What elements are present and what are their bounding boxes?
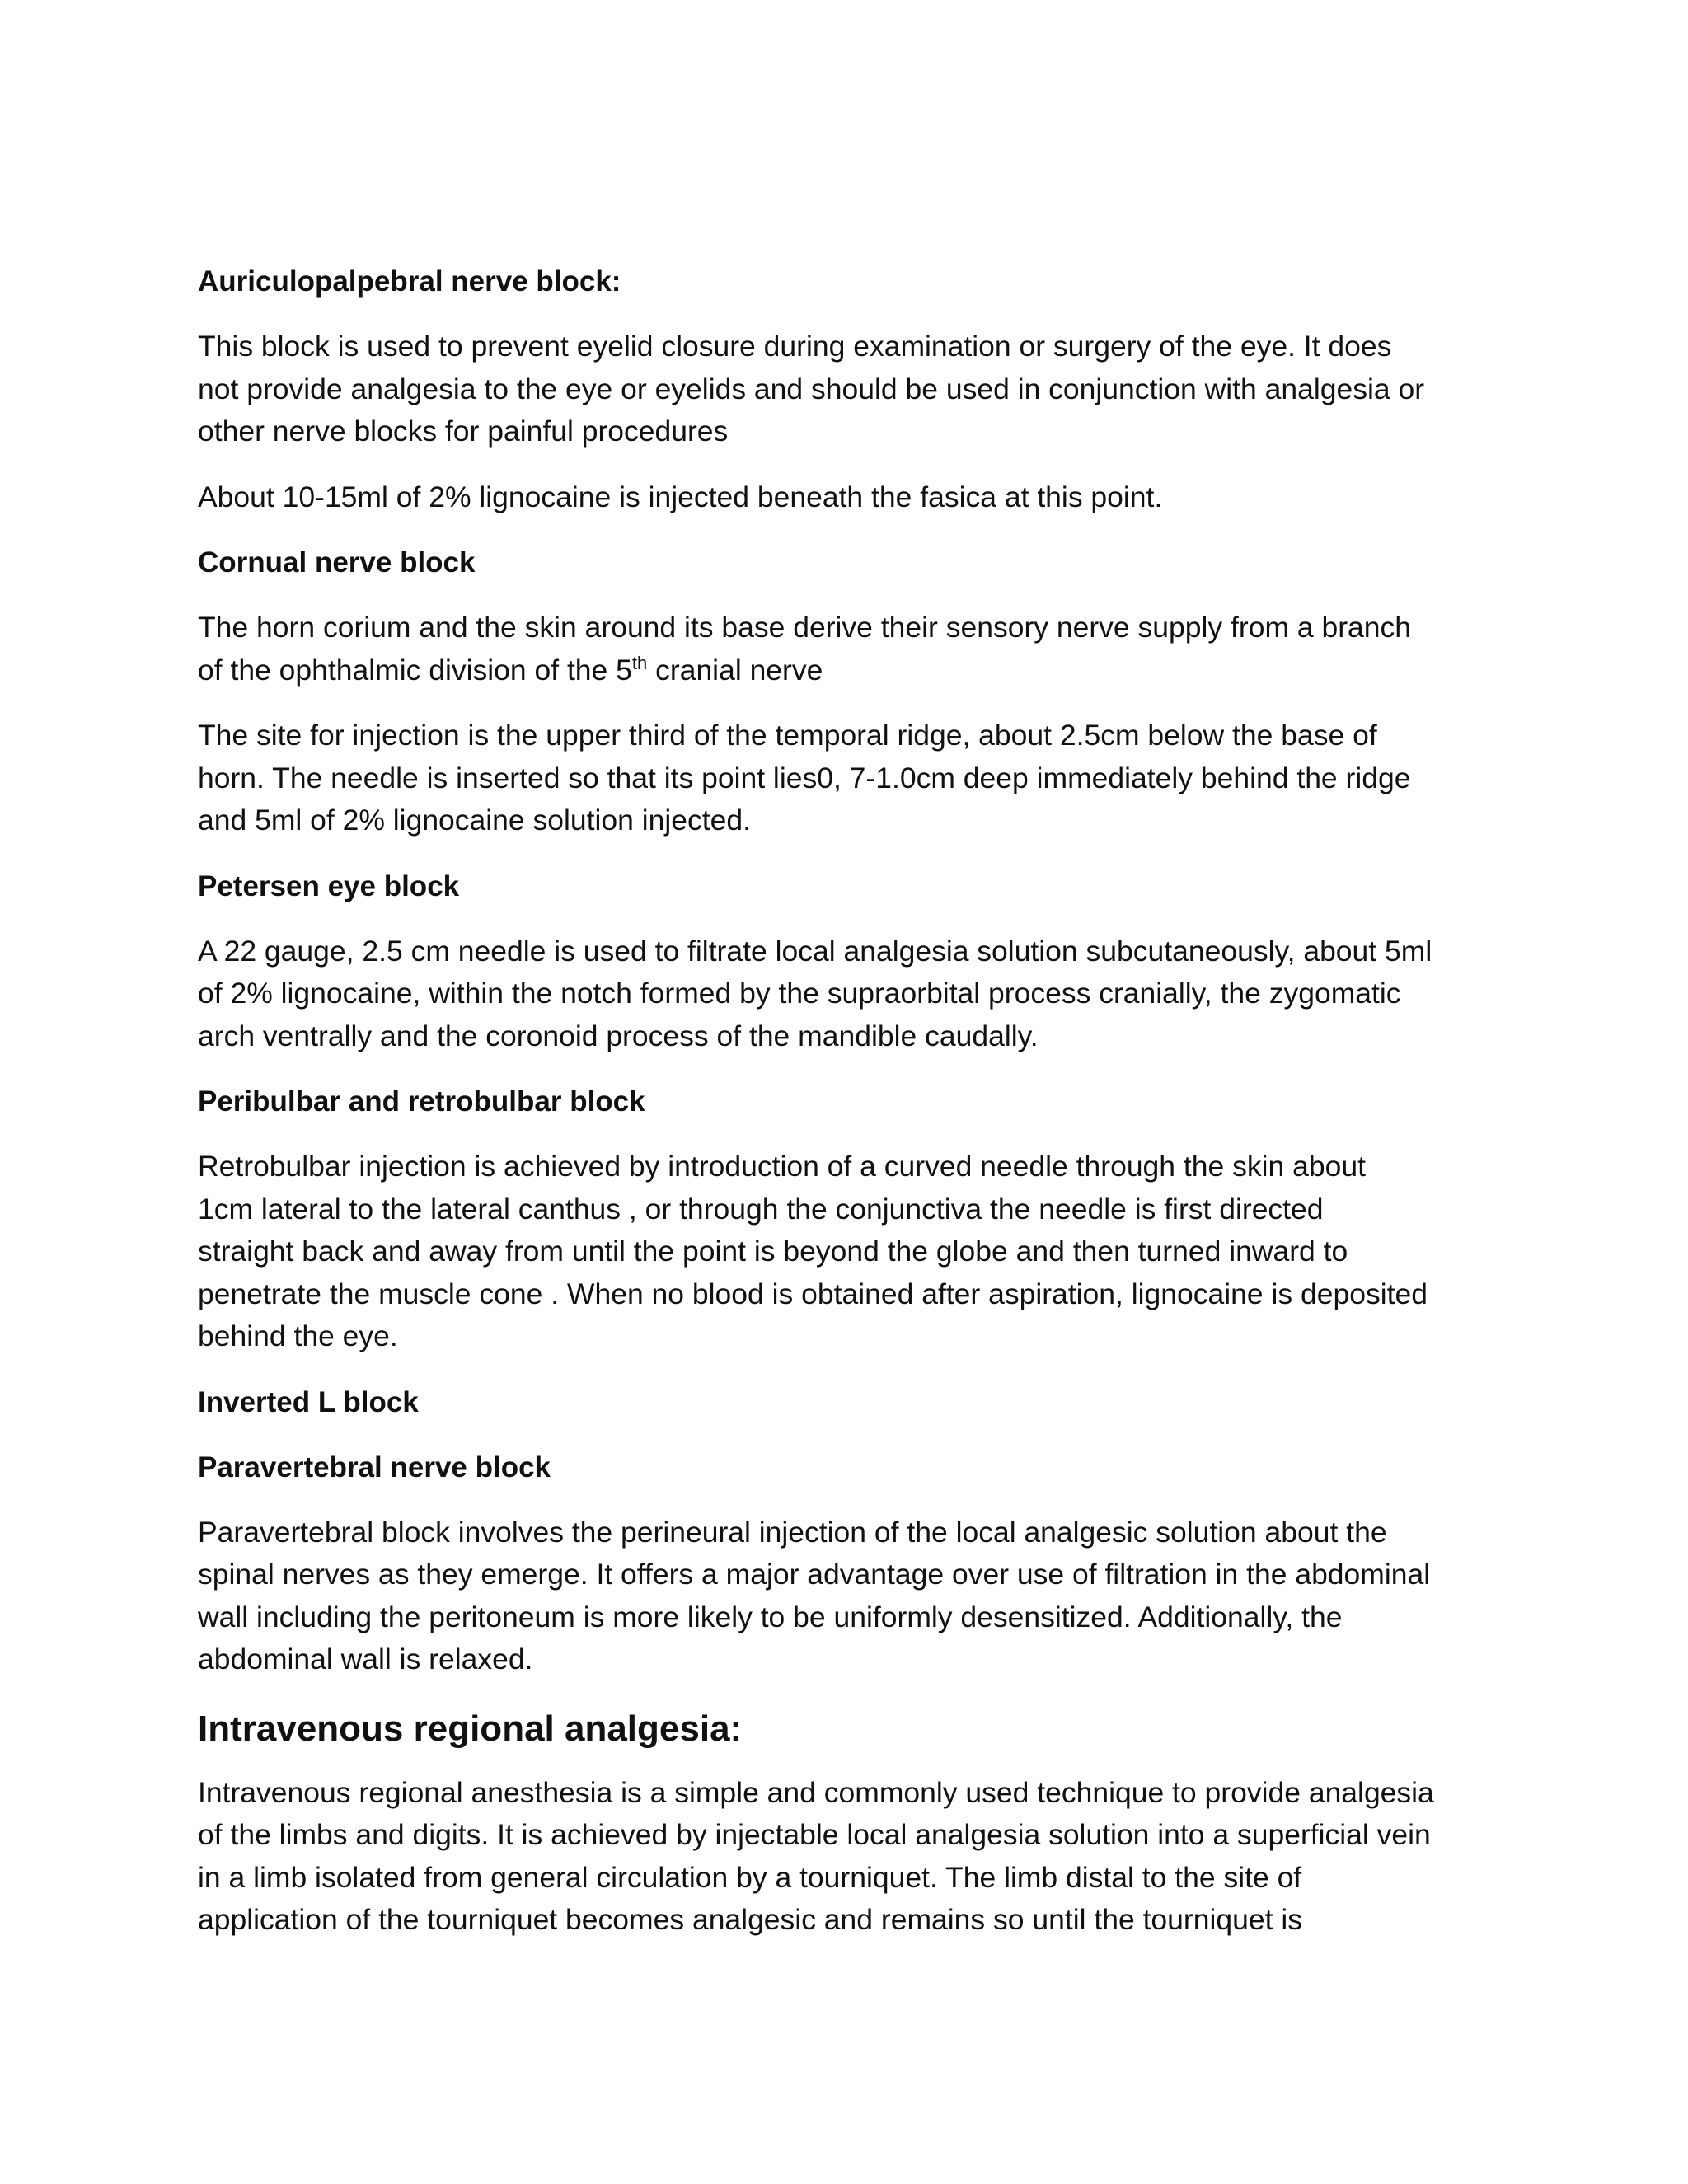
text-fragment: of the ophthalmic division of the 5 <box>198 653 632 687</box>
paragraph-paravertebral <box>198 1511 1484 1681</box>
text-line: A 22 gauge, 2.5 cm needle is used to filtrate local analgesia solution subcutaneously, about 5ml <box>198 934 1432 968</box>
paragraph-auriculopalpebral-purpose <box>198 326 1484 453</box>
text-line: The horn corium and the skin around its base derive their sensory nerve supply from a branch <box>198 611 1412 644</box>
text-line: in a limb isolated from general circulation by a tourniquet. The limb distal to the site of <box>198 1860 1302 1894</box>
section-heading-peribulbar: Peribulbar and retrobulbar block <box>198 1085 645 1118</box>
text-line: penetrate the muscle cone . When no blood is obtained after aspiration, lignocaine is deposited <box>198 1277 1428 1310</box>
text-line: not provide analgesia to the eye or eyelids and should be used in conjunction with analgesia or <box>198 372 1425 405</box>
text-line: 1cm lateral to the lateral canthus , or through the conjunctiva the needle is first directed <box>198 1192 1324 1226</box>
section-heading-inverted-l: Inverted L block <box>198 1385 419 1418</box>
text-line: Intravenous regional anesthesia is a simple and commonly used technique to provide analgesia <box>198 1775 1434 1809</box>
text-line: of 2% lignocaine, within the notch formed by the supraorbital process cranially, the zygomatic <box>198 977 1401 1010</box>
text-line: abdominal wall is relaxed. <box>198 1643 533 1675</box>
document-page <box>198 260 1484 1965</box>
text-line: of the limbs and digits. It is achieved by injectable local analgesia solution into a superficial vein <box>198 1818 1431 1851</box>
section-heading-intravenous: Intravenous regional analgesia: <box>198 1708 743 1749</box>
paragraph-peribulbar <box>198 1146 1484 1358</box>
section-heading-auriculopalpebral: Auriculopalpebral nerve block: <box>198 265 621 298</box>
paragraph-cornual-innervation <box>198 607 1484 691</box>
text-line: behind the eye. <box>198 1319 398 1352</box>
text-line: application of the tourniquet becomes analgesic and remains so until the tourniquet is <box>198 1903 1302 1936</box>
paragraph-cornual-site <box>198 715 1484 842</box>
text-line: arch ventrally and the coronoid process of the mandible caudally. <box>198 1019 1039 1052</box>
text-line: This block is used to prevent eyelid closure during examination or surgery of the eye. It does <box>198 330 1392 363</box>
text-line: spinal nerves as they emerge. It offers a major advantage over use of filtration in the abdominal <box>198 1558 1431 1591</box>
text-line: Paravertebral block involves the perineural injection of the local analgesic solution about the <box>198 1515 1387 1549</box>
text-line: and 5ml of 2% lignocaine solution injected. <box>198 804 751 837</box>
paragraph-petersen <box>198 930 1484 1058</box>
section-heading-paravertebral: Paravertebral nerve block <box>198 1451 551 1483</box>
section-heading-petersen: Petersen eye block <box>198 869 460 902</box>
paragraph-auriculopalpebral-dose <box>198 476 1484 519</box>
paragraph-intravenous <box>198 1772 1484 1942</box>
text-line <box>198 649 1484 692</box>
superscript: th <box>631 652 648 673</box>
text-line: straight back and away from until the point is beyond the globe and then turned inward to <box>198 1235 1348 1268</box>
text-line: horn. The needle is inserted so that its point lies0, 7-1.0cm deep immediately behind the ridge <box>198 761 1411 794</box>
text-line: other nerve blocks for painful procedures <box>198 415 729 448</box>
section-heading-cornual: Cornual nerve block <box>198 546 476 579</box>
text-line: About 10-15ml of 2% lignocaine is injected beneath the fasica at this point. <box>198 480 1163 513</box>
text-line: wall including the peritoneum is more likely to be uniformly desensitized. Additionally, the <box>198 1600 1343 1633</box>
text-line: Retrobulbar injection is achieved by introduction of a curved needle through the skin about <box>198 1150 1366 1183</box>
text-fragment: cranial nerve <box>647 653 823 687</box>
text-line: The site for injection is the upper third of the temporal ridge, about 2.5cm below the base of <box>198 719 1377 752</box>
